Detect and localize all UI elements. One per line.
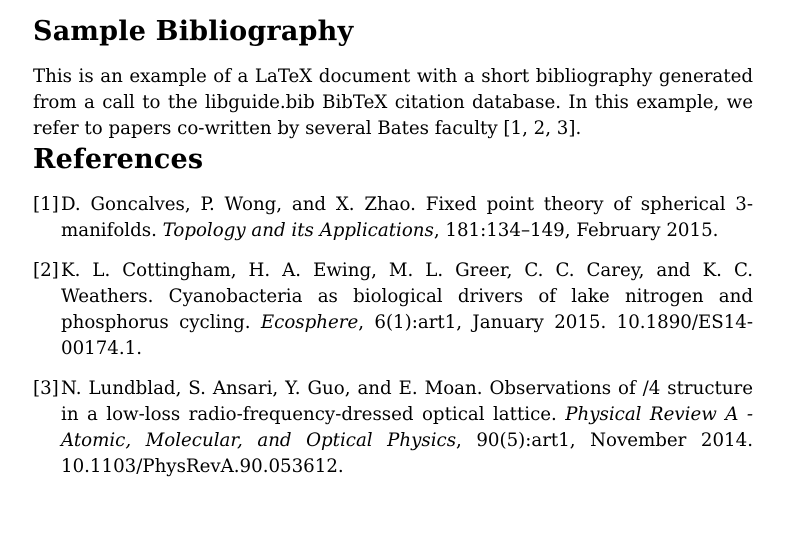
document-title: Sample Bibliography: [33, 16, 354, 47]
reference-venue: Topology and its Applications: [162, 220, 434, 241]
bibliography-entry: [33, 192, 753, 244]
document-page: [33, 14, 753, 494]
citation-label: [1]: [33, 194, 59, 215]
references-heading: References: [33, 144, 204, 175]
citation-label: [2]: [33, 260, 59, 281]
reference-authors-title: K. L. Cottingham, H. A. Ewing, M. L. Greer, C. C. Carey, and K. C. Weathers. Cyanobacteria as biological drivers of lake nitrogen and phosphorus cycling.: [61, 260, 753, 333]
citation-label: [3]: [33, 378, 59, 399]
reference-authors-title: N. Lundblad, S. Ansari, Y. Guo, and E. Moan. Observations of /4 structure in a low-loss radio-frequency-dressed optical lattice.: [61, 378, 753, 425]
bibliography-list: [33, 192, 753, 480]
reference-authors-title: D. Goncalves, P. Wong, and X. Zhao. Fixed point theory of spherical 3-manifolds.: [61, 194, 753, 241]
intro-paragraph: This is an example of a LaTeX document with a short bibliography generated from a call to the libguide.bib BibTeX citation database. In this example, we refer to papers co-written by several Bates faculty [1, 2, 3].: [33, 66, 753, 139]
reference-details: , 6(1):art1, January 2015. 10.1890/ES14-00174.1.: [61, 312, 754, 359]
reference-venue: Physical Review A - Atomic, Molecular, and Optical Physics: [61, 404, 753, 451]
reference-venue: Ecosphere: [260, 312, 359, 333]
reference-details: , 181:134–149, February 2015.: [433, 220, 719, 241]
bibliography-entry: [33, 258, 753, 362]
bibliography-entry: [33, 376, 753, 480]
reference-details: , 90(5):art1, November 2014. 10.1103/PhysRevA.90.053612.: [61, 430, 753, 477]
